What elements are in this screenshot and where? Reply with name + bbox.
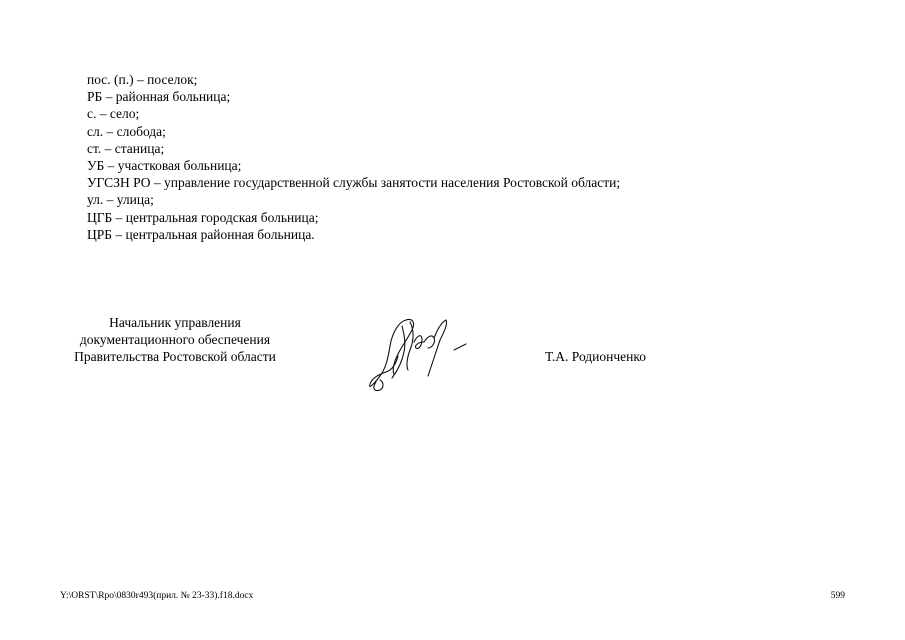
abbreviation-item: ст. – станица; [87,140,165,156]
signatory-title [30,314,320,366]
abbreviation-item: пос. (п.) – поселок; [87,72,198,87]
abbreviations-list [87,71,620,243]
handwritten-signature [362,312,480,398]
footer-file-path: Y:\ORST\Rpo\0830r493(прил. № 23-33).f18.docx [60,591,254,601]
abbreviation-item: РБ – районная больница; [87,89,231,105]
signatory-title-line: Правительства Ростовской области [74,349,276,365]
page-number: 599 [830,591,845,601]
signatory-name: Т.А. Родионченко [545,349,646,364]
abbreviation-item: ЦРБ – центральная районная больница. [87,226,315,242]
abbreviation-item: сл. – слобода; [87,123,166,139]
abbreviation-item: УГСЗН РО – управление государственной службы занятости населения Ростовской области; [87,175,621,191]
signatory-title-line: Начальник управления [109,315,241,330]
abbreviation-item: ЦГБ – центральная городская больница; [87,209,319,225]
abbreviation-item: ул. – улица; [87,192,154,208]
signatory-title-line: документационного обеспечения [79,332,271,348]
abbreviation-item: УБ – участковая больница; [87,158,242,174]
abbreviation-item: с. – село; [87,106,140,122]
